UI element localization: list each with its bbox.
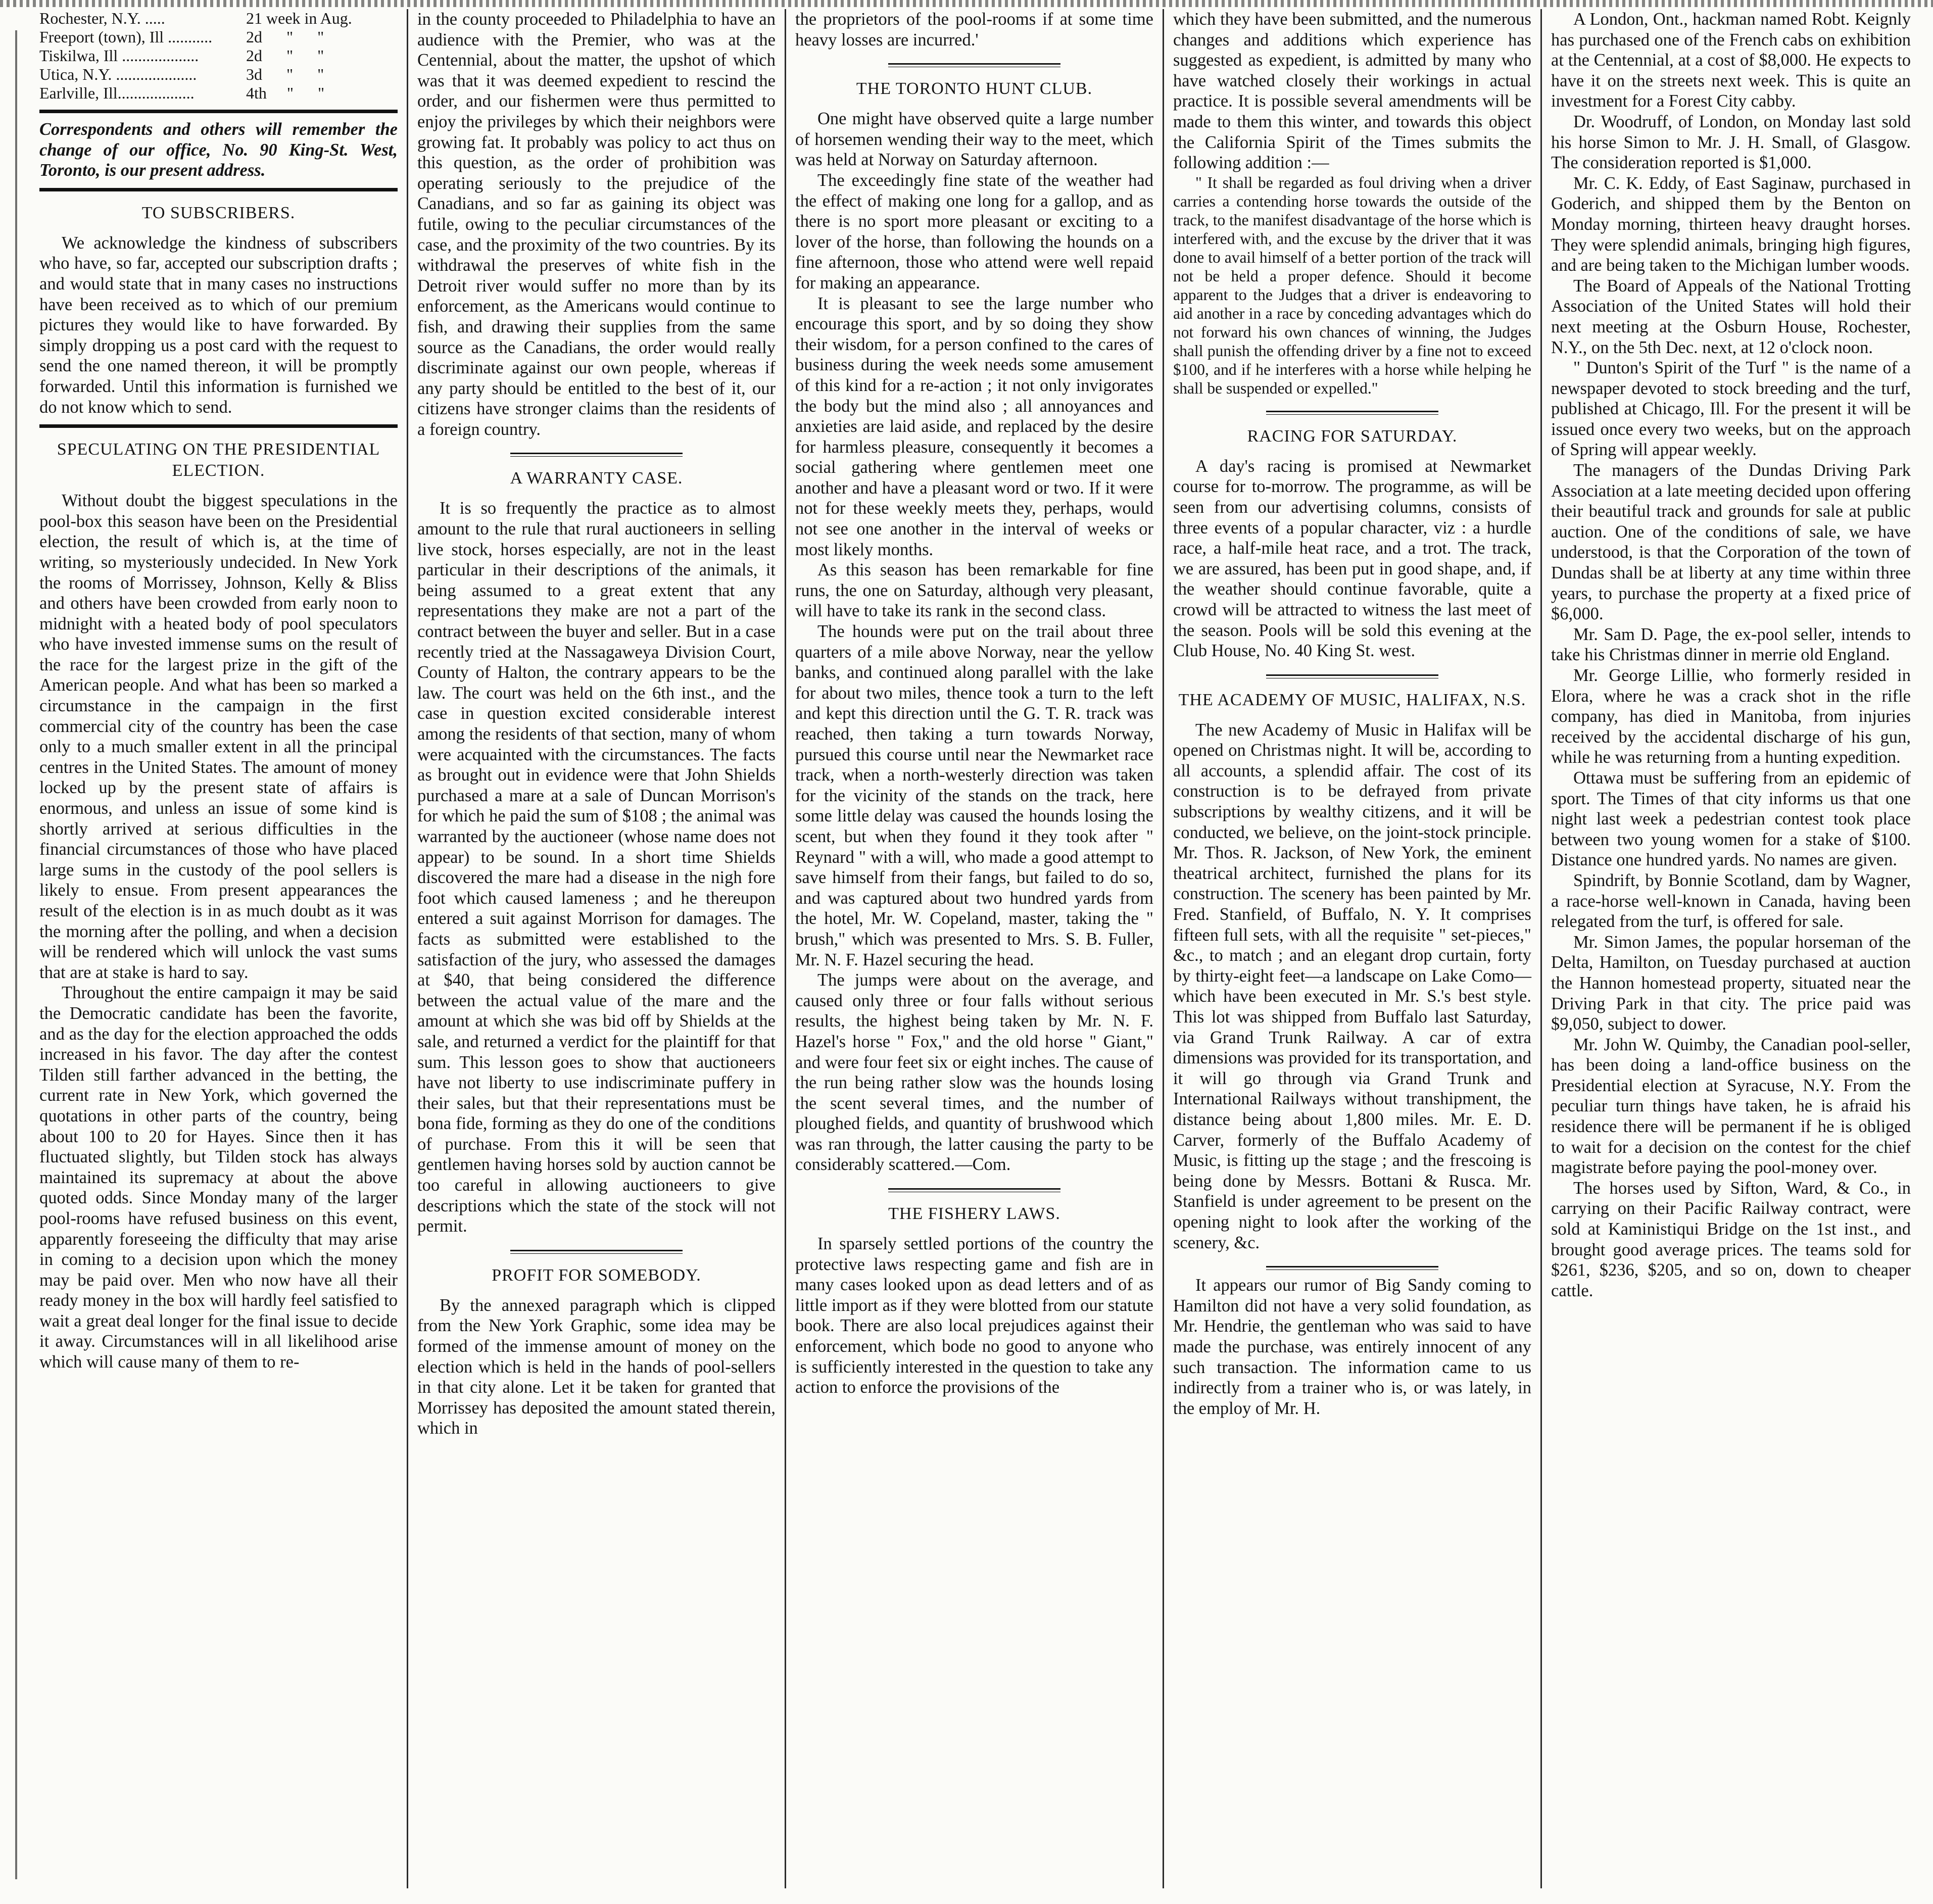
news-item: Spindrift, by Bonnie Scotland, dam by Wagner, a race-horse well-known in Canada, having been relegated from the turf, is offered for sale. (1551, 870, 1911, 932)
article-paragraph: Without doubt the biggest speculations in the pool-box this season have been on the Presidential election, the result of which is, at the time of writing, so mysteriously undecided. In New York the rooms of Morrissey, Johnson, Kelly & Bliss and others have been crowded from early noon to midnight with a heated body of pool speculators who have invested immense sums on the result of the race for the largest prize in the gift of the American people. And what has been so marked a circumstance in the campaign in the first commercial city of the country has been the case only to a much smaller extent in all the principal centres in the United States. The amount of money locked up by the present state of affairs is enormous, and unless an issue of some kind is shortly arrived at serious difficulties in the financial circumstances of those who have placed large sums in the custody of the pool sellers is likely to ensue. From present appearances the result of the election is in as much doubt as it was the morning after the polling, and when a decision will be rendered which will unlock the vast sums that are at stake is hard to say. (39, 491, 398, 982)
ornamental-rule (510, 453, 682, 457)
newspaper-columns (30, 9, 1920, 1888)
news-item: Ottawa must be suffering from an epidemic of sport. The Times of that city informs us that one night last week a pedestrian contest took place between two young women for a stake of $100. Distance one hundred yards. No names are given. (1551, 768, 1911, 870)
section-rule (39, 110, 398, 113)
headline-fishery-laws: THE FISHERY LAWS. (888, 1204, 1060, 1224)
article-paragraph: It is pleasant to see the large number who encourage this sport, and by so doing they show their wisdom, for a person confined to the cares of business during the week needs some amusement of this kind for a re-action ; it not only invigorates the body but the mind also ; all annoyances and anxieties are laid aside, and replaced by the desire for harmless pleasure, consequently it becomes a social gathering where gentlemen meet one another and have a pleasant word or two. If it were not for these weekly meets they, perhaps, would not see one another in the interval of weeks or most likely months. (795, 294, 1153, 559)
section-rule (39, 424, 398, 428)
article-paragraph: By the annexed paragraph which is clipped from the New York Graphic, some idea may be formed of the immense amount of money on the election which is held in the hands of pool-sellers in that city alone. Let it be taken for granted that Morrissey has deposited the amount stated therein, which in (417, 1295, 776, 1438)
headline-to-subscribers: TO SUBSCRIBERS. (141, 203, 296, 222)
article-paragraph: The new Academy of Music in Halifax will be opened on Christmas night. It will be, according to all accounts, a splendid affair. The cost of its construction is to be defrayed from private subscriptions by wealthy citizens, and it will be conducted, we believe, on the joint-stock principle. Mr. Thos. R. Jackson, of New York, the eminent theatrical architect, furnished the plans for its construction. The scenery has been painted by Mr. Fred. Stanfield, of Buffalo, N. Y. It comprises fifteen full sets, with all the requisite " set-pieces," &c., to match ; and an elegant drop curtain, forty by thirty-eight feet—a landscape on Lake Como—which have been executed in Mr. S.'s best style. This lot was shipped from Buffalo last Saturday, via Grand Trunk Railway. A car of extra dimensions was provided for its transportation, and it will go through via Grand Trunk and International Railways without transhipment, the distance being about 1,800 miles. Mr. E. D. Carver, formerly of the Buffalo Academy of Music, is fitting up the stage ; and the frescoing is being done by Messrs. Bottani & Rusca. Mr. Stanfield is under agreement to be present on the opening night to look after the working of the scenery, &c. (1173, 720, 1531, 1252)
news-item: Mr. George Lillie, who formerly resided in Elora, where he was a crack shot in the rifle company, has died in Manitoba, from injuries received by the accidental discharge of his gun, while he was returning from a hunting expedition. (1551, 666, 1911, 767)
race-date-row: Freeport (town), Ill ........... 2d " " (39, 28, 324, 46)
headline-profit-for-somebody: PROFIT FOR SOMEBODY. (492, 1265, 701, 1285)
article-paragraph: It is so frequently the practice as to almost amount to the rule that rural auctioneers in selling live stock, horses especially, are not in the least particular in their descriptions of the animals, it being assumed to a great extent that any representations they make are not a part of the contract between the buyer and seller. But in a case recently tried at the Nassagaweya Division Court, County of Halton, the contrary appears to be the law. The court was held on the 6th inst., and the case in question excited considerable interest among the residents of that section, many of whom were acquainted with the circumstances. The facts as brought out in evidence were that John Shields purchased a mare at a sale of Duncan Morrison's for which he paid the sum of $108 ; the animal was warranted by the auctioneer (whose name does not appear) to be sound. In a short time Shields discovered the mare had a disease in the nigh fore foot which caused lameness ; and he thereupon entered a suit against Morrison for damages. The facts as submitted were established to the satisfaction of the jury, who assessed the damages at $40, that being considered the difference between the actual value of the mare and the amount at which she was bid off by Shields at the sale, and returned a verdict for the plaintiff for that sum. This lesson goes to show that auctioneers have not liberty to use indiscriminate puffery in their sales, but that their representations must be bona fide, forming as they do one of the conditions of purchase. From this it will be seen that gentlemen having horses sold by auction cannot be too careful in allowing auctioneers to give descriptions which the state of the stock will not permit. (417, 499, 776, 1236)
article-paragraph: A day's racing is promised at Newmarket course for to-morrow. The programme, as will be seen from our advertising columns, consists of three events of a popular character, viz : a hurdle race, a half-mile heat race, and a trot. The track, we are assured, has been put in good shape, and, if the weather should continue favorable, quite a crowd will be attracted to witness the last meet of the season. Pools will be sold this evening at the Club House, No. 40 King St. west. (1173, 456, 1531, 661)
news-item: Mr. Sam D. Page, the ex-pool seller, intends to take his Christmas dinner in merrie old England. (1551, 624, 1911, 665)
headline-academy-of-music: THE ACADEMY OF MUSIC, HALIFAX, N.S. (1178, 690, 1526, 709)
headline-racing-for-saturday: RACING FOR SATURDAY. (1247, 426, 1458, 446)
headline-warranty-case: A WARRANTY CASE. (510, 469, 683, 488)
article-paragraph: In sparsely settled portions of the country the protective laws respecting game and fish are in many cases looked upon as dead letters and of as little import as if they were blotted from our statute book. There are also local prejudices against their enforcement, which bode no good to anyone who is sufficiently interested in the question to take any action to enforce the provisions of the (795, 1234, 1153, 1397)
headline-toronto-hunt-club: THE TORONTO HUNT CLUB. (856, 79, 1093, 99)
news-item: The Board of Appeals of the National Trotting Association of the United States will hold their next meeting at the Osburn House, Rochester, N.Y., on the 5th Dec. next, at 12 o'clock noon. (1551, 276, 1911, 357)
quoted-rule: " It shall be regarded as foul driving when a driver carries a contending horse towards the outside of the track, to the manifest disadvantage of the horse which is interfered with, and the excuse by the driver that it was done to avail himself of a better portion of the track will not be held a proper defence. Should it become apparent to the Judges that a driver is endeavoring to aid another in a race by conceding advantages which do not forward his own chances of winning, the Judges shall punish the offending driver by a fine not to exceed $100, and if he interferes with a horse while helping he shall be suspended or expelled." (1173, 173, 1531, 397)
race-dates-list (39, 9, 398, 103)
ornamental-rule (1266, 411, 1438, 415)
column-3 (786, 9, 1164, 1888)
column-2 (408, 9, 786, 1888)
article-paragraph: As this season has been remarkable for fine runs, the one on Saturday, although very pleasant, will have to take its rank in the second class. (795, 560, 1153, 621)
article-paragraph: Throughout the entire campaign it may be said the Democratic candidate has been the favorite, and as the day for the election approached the odds increased in his favor. The day after the contest Tilden still farther advanced in the betting, the current rate in New York, which governed the quotations in other parts of the country, being about 100 to 20 for Hayes. Since then it has fluctuated slightly, but Tilden stock has always maintained its supremacy at about the above quoted odds. Since Monday many of the larger pool-rooms have refused business on this event, apparently foreseeing the difficulty that may arise in coming to a decision upon which the money may be paid over. Men who now have all their ready money in the box will hardly feel satisfied to wait a great deal longer for the final issue to decide it away. Circumstances will in all likelihood arise which will cause many of them to re- (39, 983, 398, 1372)
race-date-row: Earlville, Ill................... 4th " " (39, 84, 325, 102)
ornamental-rule (888, 63, 1060, 67)
ornamental-rule (1266, 674, 1438, 678)
headline-speculating: SPECULATING ON THE PRESIDENTIAL ELECTION. (57, 440, 380, 480)
race-date-row: Tiskilwa, Ill ................... 2d " " (39, 46, 324, 65)
page-left-margin-line (15, 30, 17, 1879)
article-paragraph: in the county proceeded to Philadelphia to have an audience with the Premier, who was at the Centennial, about the matter, the upshot of which was that it was deemed expedient to rescind the order, and our fishermen were thus permitted to enjoy the privileges by which their neighbors were growing fat. It probably was policy to act thus on this question, as the order of prohibition was operating seriously to the prejudice of the Canadians, and so far as gaining its object was futile, owing to the peculiar circumstances of the case, and the proximity of the two countries. By its withdrawal the preserves of white fish in the Detroit river would suffer no more than by its enforcement, as the Americans would continue to fish, and drawing their supplies from the same source as the Canadians, the order would really discriminate against our own people, whereas if any party should be entitled to the best of it, our citizens have stronger claims than the residents of a foreign country. (417, 10, 776, 439)
office-notice: Correspondents and others will remember the change of our office, No. 90 King-St. West, Toronto, is our present address. (39, 120, 398, 180)
article-paragraph: We acknowledge the kindness of subscribers who have, so far, accepted our subscription drafts ; and would state that in many cases no instructions have been received as to which of our premium pictures they would like to have forwarded. By simply dropping us a post card with the request to send the one named thereon, it will be promptly forwarded. Until this information is furnished we do not know which to send. (39, 233, 398, 417)
news-item: Mr. John W. Quimby, the Canadian pool-seller, has been doing a land-office business on the Presidential election at Syracuse, N.Y. From the peculiar turn things have taken, he is afraid his residence there will be permanent if he is obliged to wait for a decision on the contest for the chief magistrate before paying the pool-money over. (1551, 1035, 1911, 1178)
article-paragraph: One might have observed quite a large number of horsemen wending their way to the meet, which was held at Norway on Saturday afternoon. (795, 109, 1153, 170)
ornamental-rule (888, 1188, 1060, 1192)
race-date-row: Utica, N.Y. .................... 3d " " (39, 65, 324, 83)
article-paragraph: The exceedingly fine state of the weather had the effect of making one long for a gallop, and as there is no sport more pleasant or exciting to a lover of the horse, than following the hounds on a fine afternoon, those who attend were well repaid for making an appearance. (795, 170, 1153, 292)
news-item: A London, Ont., hackman named Robt. Keignly has purchased one of the French cabs on exhibition at the Centennial, at a cost of $8,000. He expects to have it on the streets next week. This is quite an investment for a Forest City cabby. (1551, 10, 1911, 111)
ornamental-rule (510, 1250, 682, 1254)
column-1 (30, 9, 408, 1888)
news-item: Mr. C. K. Eddy, of East Saginaw, purchased in Goderich, and shipped them by the Benton on Monday morning, thirteen heavy draught horses. They were splendid animals, bringing high figures, and are being taken to the Michigan lumber woods. (1551, 173, 1911, 275)
ornamental-rule (1266, 1266, 1438, 1270)
article-paragraph: The jumps were about on the average, and caused only three or four falls without serious results, the highest being taken by Mr. N. F. Hazel's horse " Fox," and the old horse " Giant," and were four feet six or eight inches. The cause of the run being rather slow was the hounds losing the scent several times, and the number of ploughed fields, and quantity of brushwood which was ran through, the latter causing the party to be considerably scattered.—Com. (795, 970, 1153, 1175)
article-paragraph: the proprietors of the pool-rooms if at some time heavy losses are incurred.' (795, 10, 1153, 50)
torn-top-edge (0, 0, 1933, 7)
news-item: Dr. Woodruff, of London, on Monday last sold his horse Simon to Mr. J. H. Small, of Glasgow. The consideration reported is $1,000. (1551, 112, 1911, 173)
section-rule (39, 188, 398, 191)
news-item: Mr. Simon James, the popular horseman of the Delta, Hamilton, on Tuesday purchased at auction the Hannon homestead property, situated near the Driving Park in that city. The price paid was $9,050, subject to dower. (1551, 932, 1911, 1034)
race-date-row: Rochester, N.Y. ..... 21 week in Aug. (39, 9, 352, 27)
article-paragraph: which they have been submitted, and the numerous changes and additions which experience has suggested as expedient, is admitted by many who have watched closely their workings in actual practice. It is possible several amendments will be made to them this winter, and towards this object the California Spirit of the Times submits the following addition :— (1173, 10, 1531, 173)
news-item: The horses used by Sifton, Ward, & Co., in carrying on their Pacific Railway contract, were sold at Kaministiqui Bridge on the 1st inst., and brought good average prices. The teams sold for $261, $236, $205, and so on, down to cheaper cattle. (1551, 1178, 1911, 1300)
news-item: The managers of the Dundas Driving Park Association at a late meeting decided upon offering their beautiful track and grounds for sale at public auction. One of the conditions of sale, we have understood, is that the Corporation of the town of Dundas shall be at liberty at any time within three years, to purchase the property at a fixed price of $6,000. (1551, 461, 1911, 624)
column-5 (1542, 9, 1920, 1888)
news-item: " Dunton's Spirit of the Turf " is the name of a newspaper devoted to stock breeding and the turf, published at Chicago, Ill. For the present it will be issued once every two weeks, but on the approach of Spring will appear weekly. (1551, 358, 1911, 460)
article-paragraph: The hounds were put on the trail about three quarters of a mile above Norway, near the yellow banks, and continued along parallel with the lake for about two miles, thence took a turn to the left and kept this direction until the G. T. R. track was reached, then taking a turn towards Norway, pursued this course until near the Newmarket race track, when a north-westerly direction was taken for the vicinity of the stands on the track, here some little delay was caused the hounds losing the scent, but when they found it they took after " Reynard " with a will, who made a good attempt to save himself from their fangs, but failed to do so, and was captured about two hundred yards from the hotel, Mr. W. Copeland, master, taking the " brush," which was presented to Mrs. S. B. Fuller, Mr. N. F. Hazel securing the head. (795, 622, 1153, 969)
column-4 (1164, 9, 1542, 1888)
article-paragraph: It appears our rumor of Big Sandy coming to Hamilton did not have a very solid foundation, as Mr. Hendrie, the gentleman who was said to have made the purchase, was entirely innocent of any such transaction. The information came to us indirectly from a trainer who is, or was lately, in the employ of Mr. H. (1173, 1276, 1531, 1418)
